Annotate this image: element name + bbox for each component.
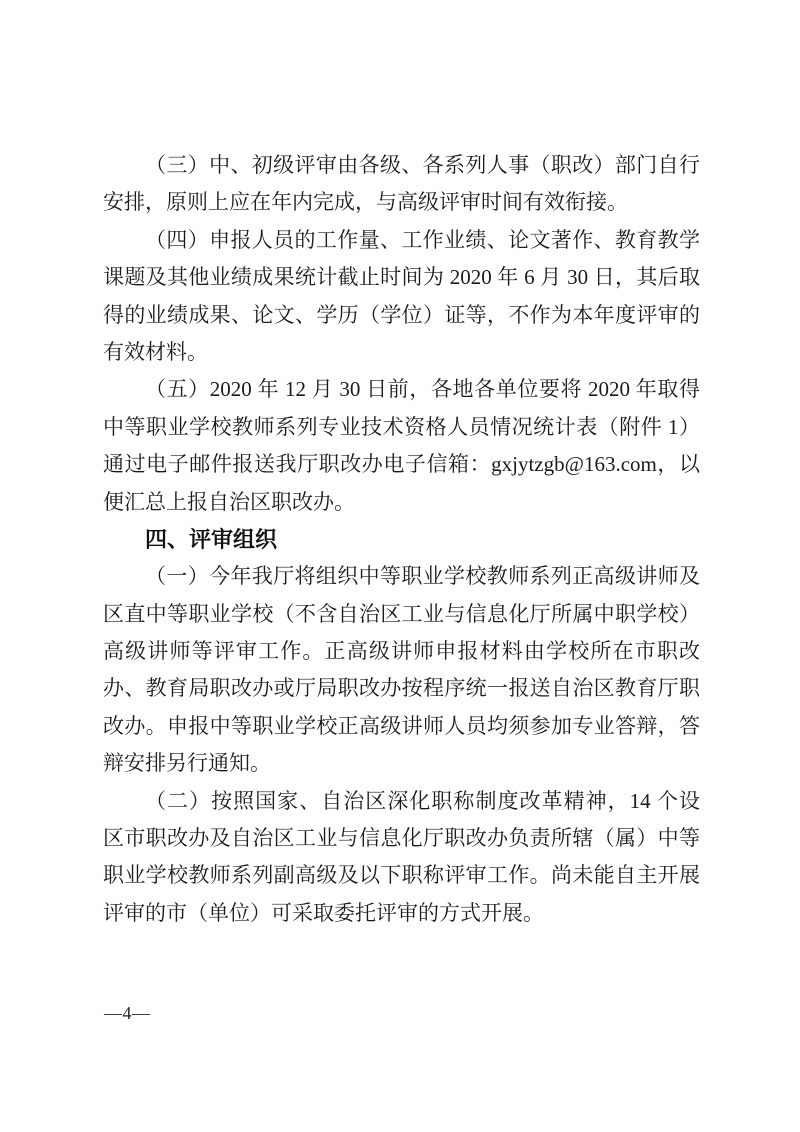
- text-line: 课题及其他业绩成果统计截止时间为 2020 年 6 月 30 日，其后取: [103, 265, 700, 290]
- text-line: （三）中、初级评审由各级、各系列人事（职改）部门自行: [145, 153, 700, 177]
- text-line: 区市职改办及自治区工业与信息化厅职改办负责所辖（属）中等: [103, 826, 700, 851]
- page-number: —4—: [104, 1003, 151, 1023]
- text-line: 安排，原则上应在年内完成，与高级评审时间有效衔接。: [103, 190, 628, 215]
- text-line: （五）2020 年 12 月 30 日前，各地各单位要将 2020 年取得: [145, 377, 700, 402]
- text-line: 评审的市（单位）可采取委托评审的方式开展。: [103, 900, 544, 925]
- text-line: 有效材料。: [103, 339, 208, 364]
- text-line: 改办。申报中等职业学校正高级讲师人员均须参加专业答辩，答: [103, 713, 700, 738]
- text-line: 辩安排另行通知。: [103, 751, 271, 776]
- text-line: 便汇总上报自治区职改办。: [103, 489, 355, 514]
- text-line: 区直中等职业学校（不含自治区工业与信息化厅所属中职学校）: [103, 601, 700, 626]
- text-line: （二）按照国家、自治区深化职称制度改革精神，14 个设: [145, 788, 700, 813]
- text-line: 职业学校教师系列副高级及以下职称评审工作。尚未能自主开展: [103, 863, 700, 888]
- text-line: （一）今年我厅将组织中等职业学校教师系列正高级讲师及: [145, 564, 700, 589]
- section-heading: 四、评审组织: [145, 526, 278, 552]
- text-line: 通过电子邮件报送我厅职改办电子信箱：gxjytzgb@163.com，以: [103, 452, 700, 477]
- text-line: 得的业绩成果、论文、学历（学位）证等，不作为本年度评审的: [103, 302, 700, 327]
- text-line: 中等职业学校教师系列专业技术资格人员情况统计表（附件 1）: [103, 414, 700, 439]
- text-line: 高级讲师等评审工作。正高级讲师申报材料由学校所在市职改: [103, 639, 700, 664]
- text-line: 办、教育局职改办或厅局职改办按程序统一报送自治区教育厅职: [103, 676, 700, 701]
- text-line: （四）申报人员的工作量、工作业绩、论文著作、教育教学: [145, 227, 700, 252]
- document-body: [103, 147, 700, 932]
